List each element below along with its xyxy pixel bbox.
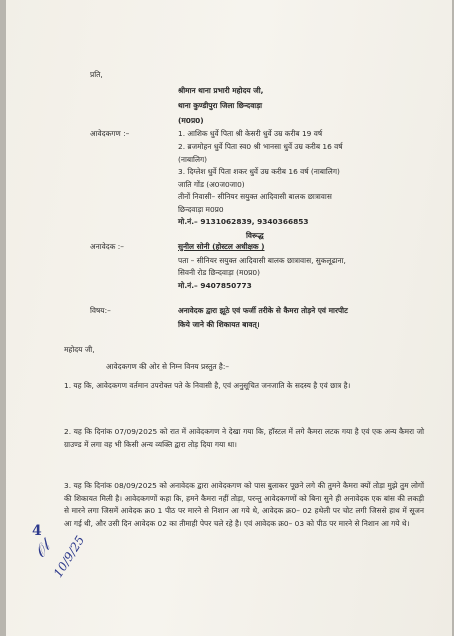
applicant-line: (नाबालिग) — [178, 155, 208, 164]
prati-label: प्रति, — [90, 70, 103, 79]
intro-line: आवेदकगण की ओर से निम्न विनय प्रस्तुत है:– — [106, 362, 230, 371]
addressee-line-3: (म0प्र0) — [178, 116, 204, 125]
applicants-label: आवेदकगण :– — [90, 129, 130, 138]
versus-label: विरूद्ध — [246, 231, 264, 240]
applicant-line: जाति गोंड (अ0ज0जा0) — [178, 180, 245, 189]
handwritten-receipt-stamp — [26, 523, 96, 602]
respondent-name: सुनील सोनी (होस्टल अधीक्षक ) — [178, 242, 265, 251]
document-page — [6, 0, 452, 636]
applicant-phone: मो.नं.– 9131062839, 9340366853 — [178, 217, 309, 226]
respondent-label: अनावेदक :– — [90, 242, 124, 251]
paragraph-2: 2. यह कि दिनांक 07/09/2025 को रात में आवेदकगण ने देखा गया कि, हॉस्टल में लगे कैमरा लटक गया है एवं एक अन्य कैमरा जो ग्राउण्ड में लगा वह भी किसी अन्य व्यक्ति द्वारा तोड़ दिया गया था। — [64, 427, 424, 449]
respondent-line: पता – सीनियर सयुक्त आदिवासी बालक छात्रावास, सुकलूढाना, — [178, 256, 346, 265]
applicant-line: छिन्दवाड़ा म0प्र0 — [178, 205, 224, 214]
applicant-line: 2. ब्रजमोहन धुर्वे पिता स्व0 श्री भानसा धुर्वे उम्र करीब 16 वर्ष — [178, 142, 343, 151]
applicant-line: तीनों निवासी– सीनियर सयुक्त आदिवासी बालक छात्रावास — [178, 192, 332, 201]
signature-scribble: 𝒪𝓁 — [30, 538, 54, 561]
salutation: महोदय जी, — [64, 345, 95, 354]
respondent-line: सिवनी रोड छिन्दवाड़ा (म0प्र0) — [178, 268, 260, 277]
stamp-number: 4 — [32, 523, 42, 539]
subject-label: विषय:– — [90, 306, 111, 315]
paragraph-1: 1. यह कि, आवेदकगण वर्तमान उपरोक्त पते के निवासी है, एवं अनुसूचित जनजाति के सदस्य है एवं छात्र है। — [64, 381, 351, 390]
addressee-line-2: थाना कुण्डीपुरा जिला छिन्दवाड़ा — [178, 101, 263, 110]
respondent-phone: मो.नं.– 9407850773 — [178, 281, 252, 290]
paragraph-3: 3. यह कि दिनांक 08/09/2025 को अनावेदक द्वारा आवेदकगण को पास बुलाकर पूछने लगे की तुमने कैमरा क्यों तोड़ा मुझे तुम लोगों की शिकायत मिली है। आवेदकगणों कहा कि, हमने कैमरा नहीं तोड़ा, परन्तु आवेदकगणों को बिना सुने ही अनावेदक एक बांस की लकड़ी से मारने लगा जिसमें आवेदक क्र0 1 पीठ पर मारने से निशान आ गये थे, आवेदक क्र0– 02 हथेली पर चोट लगी जिससे हाथ में सूजन आ गई थी, और उसी दिन आवेदक 02 का तीमाही पेपर चले रहे है। एवं आवेदक क्र0– 03 को पीठ पर मारने से निशान आ गये थे। — [64, 481, 424, 528]
subject-line-1: अनावेदक द्वारा झूठे एवं फर्जी तरीके से कैमरा तोड़ने एवं मारपीट — [178, 306, 348, 315]
applicant-line: 3. दिग्लेश धुर्वे पिता शकर धुर्वे उम्र करीब 16 वर्ष (नाबालिग) — [178, 167, 340, 176]
applicant-line: 1. आशिक धुर्वे पिता श्री केसरी धुर्वे उम्र करीब 19 वर्ष — [178, 129, 323, 138]
subject-line-2: किये जाने की शिकायत बावत्। — [178, 320, 260, 329]
stamp-date: 10/9/25 — [50, 533, 88, 580]
addressee-line-1: श्रीमान थाना प्रभारी महोदय जी, — [178, 86, 264, 95]
